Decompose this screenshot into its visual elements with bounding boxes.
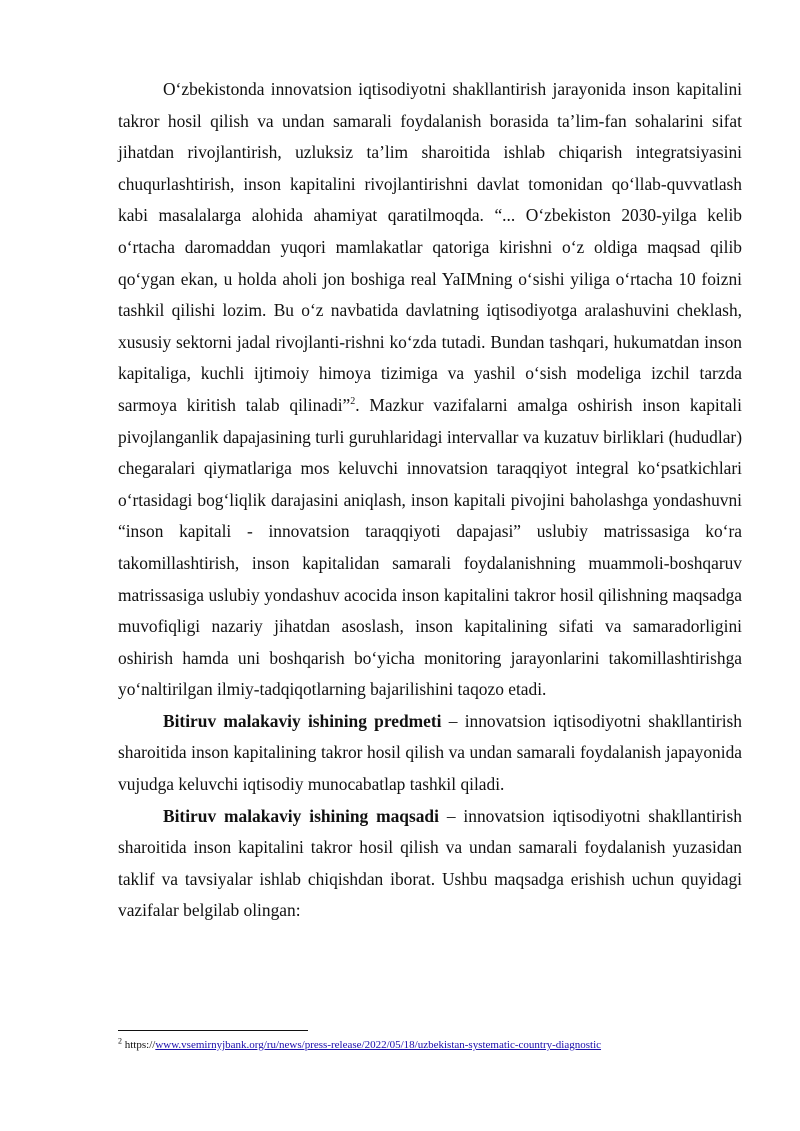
paragraph-intro xyxy=(118,74,742,706)
footnote-reference[interactable]: 2 xyxy=(350,396,356,408)
footnote-divider xyxy=(118,1030,308,1031)
paragraph-intro-text-2: . Mazkur vazifalarni amalga oshirish inson kapitali pivojlanganlik dapajasining turli guruhlaridagi intervallar va kuzatuv birliklari (hududlar) chegaralari qiymatlariga mos keluvchi innovatsion taraqqiyot integral ko‘psatkichlari o‘rtasidagi bog‘liqlik darajasini aniqlash, inson kapitali pivojini baholashga yondashuvni “inson kapitali - innovatsion taraqqiyoti dapajasi” uslubiy matrissasiga ko‘ra takomillashtirish, inson kapitalidan samarali foydalanishning muammoli-boshqaruv matrissasiga uslubiy yondashuv acocida inson kapitalini takror hosil qilishning maqsadga muvofiqligi nazariy jihatdan asoslash, inson kapitalining sifati va samaradorligini oshirish hamda uni boshqarish bo‘yicha monitoring jarayonlarini takomillashtirishga yo‘naltirilgan ilmiy-tadqiqotlarning bajarilishini taqozo etadi. xyxy=(118,394,742,700)
body-text xyxy=(118,74,742,927)
goal-text: – innovatsion iqtisodiyotni shakllantirish sharoitida inson kapitalini takror hosil qilish va undan samarali foydalanish yuzasidan taklif va tavsiyalar ishlab chiqishdan iborat. Ushbu maqsadga erishish uchun quyidagi vazifalar belgilab olingan: xyxy=(118,805,743,921)
footnote-prefix: https:// xyxy=(122,1039,156,1051)
footnote-link[interactable]: www.vsemirnyjbank.org/ru/news/press-release/2022/05/18/uzbekistan-systematic-country-diagnostic xyxy=(155,1039,602,1051)
paragraph-goal xyxy=(118,801,742,927)
paragraph-intro-text-1: O‘zbekistonda innovatsion iqtisodiyotni shakllantirish jarayonida inson kapitalini takror hosil qilish va undan samarali foydalanish borasida ta’lim-fan sohalarini sifat jihatdan rivojlantirish, uzluksiz ta’lim sharoitida ishlab chiqarish integratsiyasini chuqurlashtirish, inson kapitalini rivojlantirishni davlat tomonidan qo‘llab-quvvatlash kabi masalalarga alohida ahamiyat qaratilmoqda. “... O‘zbekiston 2030-yilga kelib o‘rtacha daromaddan yuqori mamlakatlar qatoriga kirishni o‘z oldiga maqsad qilib qo‘ygan ekan, u holda aholi jon boshiga real YaIMning o‘sishi yiliga o‘rtacha 10 foizni tashkil qilishi lozim. Bu o‘z navbatida davlatning iqtisodiyotga aralashuvini cheklash, xususiy sektorni jadal rivojlanti-rishni ko‘zda tutadi. Bundan tashqari, hukumatdan inson kapitaliga, kuchli ijtimoiy himoya tizimiga va yashil o‘sish modeliga izchil tarzda sarmoya kiritish talab qilinadi” xyxy=(118,79,742,415)
subject-text: – innovatsion iqtisodiyotni shakllantirish sharoitida inson kapitalining takror hosil qilish va undan samarali foydalanish japayonida vujudga keluvchi iqtisodiy munocabatlap tashkil qiladi. xyxy=(118,710,743,795)
paragraph-subject xyxy=(118,706,742,801)
footnote xyxy=(118,1038,758,1052)
goal-heading: Bitiruv malakaviy ishining maqsadi xyxy=(163,805,439,826)
footnote-marker: 2 xyxy=(118,1036,122,1046)
subject-heading: Bitiruv malakaviy ishining predmeti xyxy=(163,710,442,731)
